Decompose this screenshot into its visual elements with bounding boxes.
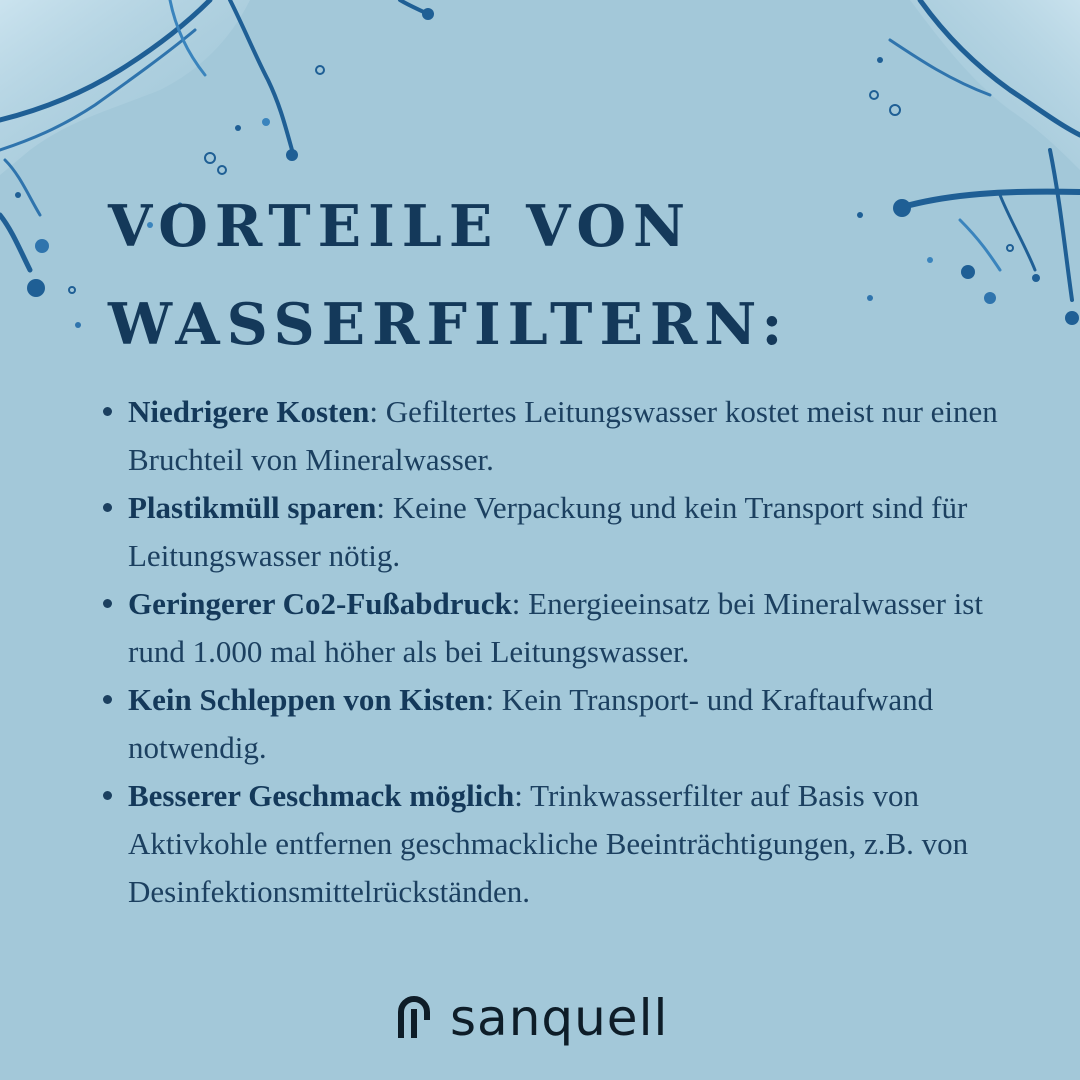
benefit-item (128, 388, 1008, 484)
benefit-term: Plastikmüll sparen (128, 490, 377, 525)
title-line-2: WASSERFILTERN: (108, 291, 790, 358)
sanquell-logo (398, 985, 668, 1051)
logo-text: sanquell (450, 989, 669, 1047)
benefit-term: Niedrigere Kosten (128, 394, 370, 429)
benefit-text: : Keine Verpackung und kein Transport sind für Leitungswasser nötig. (128, 490, 968, 573)
benefit-term: Geringerer Co2-Fußabdruck (128, 586, 512, 621)
benefit-item (128, 772, 1008, 916)
benefit-term: Kein Schleppen von Kisten (128, 682, 486, 717)
benefit-text: : Gefiltertes Leitungswasser kostet meist nur einen Bruchteil von Mineralwasser. (128, 394, 998, 477)
benefit-text: : Trinkwasserfilter auf Basis von Aktivkohle entfernen geschmackliche Beeinträchtigungen, z.B. von Desinfektionsmittelrückständen. (128, 778, 969, 909)
benefit-text: : Energieeinsatz bei Mineralwasser ist rund 1.000 mal höher als bei Leitungswasser. (128, 586, 983, 669)
benefit-item (128, 580, 1008, 676)
page-title (108, 178, 1008, 374)
tap-arch-icon (398, 996, 430, 1040)
title-line-1: VORTEILE VON (108, 193, 693, 260)
benefit-item (128, 484, 1008, 580)
benefit-term: Besserer Geschmack möglich (128, 778, 515, 813)
benefits-list (128, 388, 1008, 916)
benefit-text: : Kein Transport- und Kraftaufwand notwendig. (128, 682, 934, 765)
benefit-item (128, 676, 1008, 772)
